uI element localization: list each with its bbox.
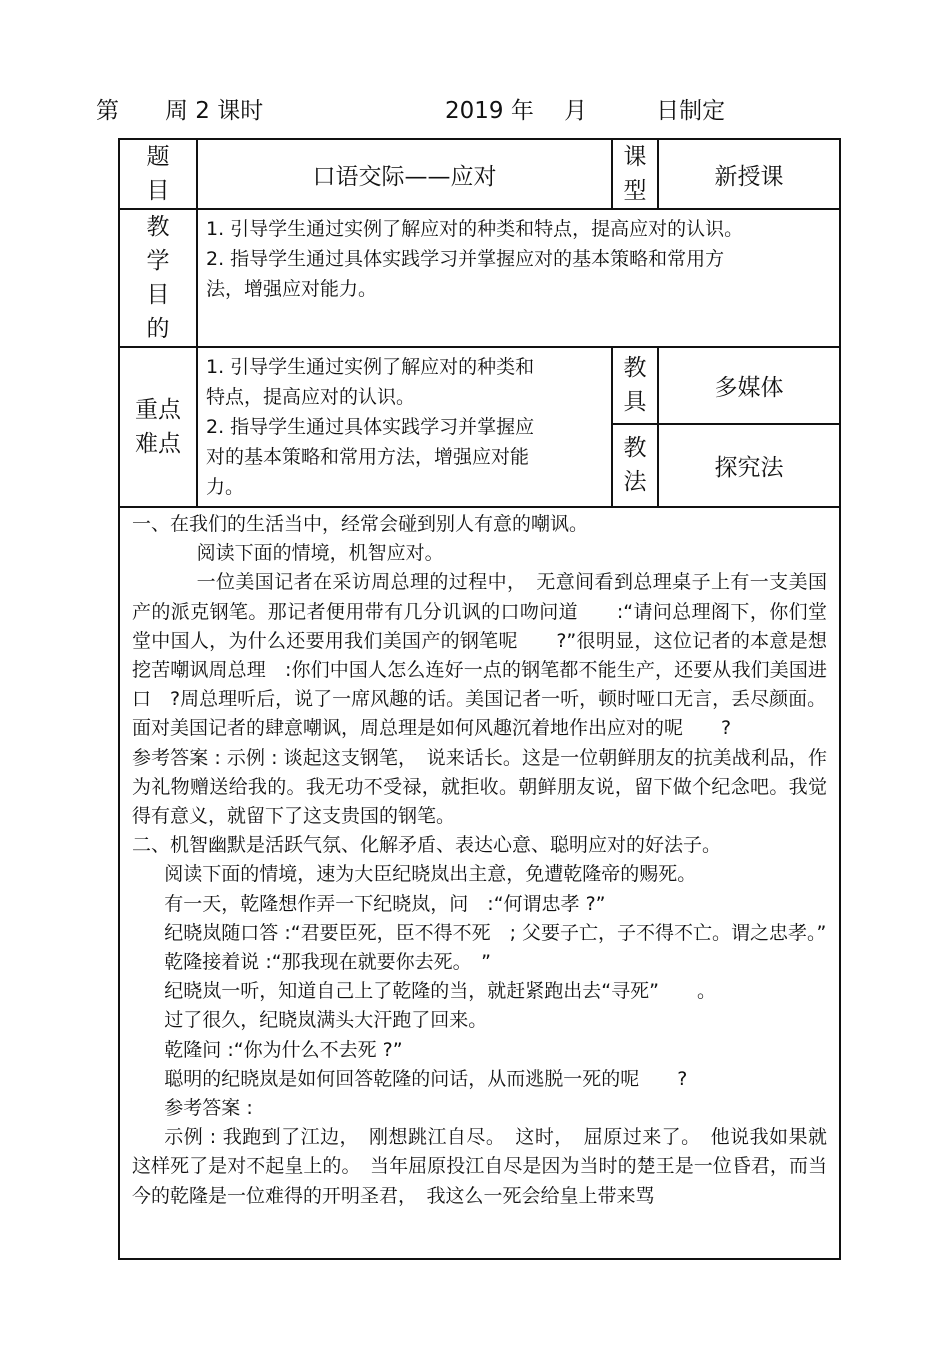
method-label: 教 法 [612, 424, 658, 507]
goals-content [197, 209, 840, 347]
paragraph: 过了很久，纪晓岚满头大汗跑了回来。 [164, 1009, 488, 1032]
method-value: 探究法 [658, 424, 840, 507]
paragraph: 一位美国记者在采访周总理的过程中， 无意间看到总理桌子上有一支美国产的派克钢笔。那记者便用带有几分讥讽的口吻问道 :“请问总理阁下，你们堂堂中国人，为什么还要用我们美国产的钢笔呢 ?”很明显，这位记者的本意是想挖苦嘲讽周总理 :你们中国人怎么连好一点的钢笔都不能生产，还要从我们美国进口 ?周总理听后，说了一席风趣的话。美国记者一听，顿时哑口无言，丢尽颜面。 [132, 571, 827, 711]
answer-label: 参考答案 : [164, 1097, 253, 1120]
paragraph: 纪晓岚一听，知道自己上了乾隆的当，就赶紧跑出去“寻死” 。 [164, 980, 716, 1003]
title-row [119, 139, 840, 209]
key-points-label: 重点 难点 [119, 347, 197, 507]
question: 面对美国记者的肆意嘲讽，周总理是如何风趣沉着地作出应对的呢 ? [132, 717, 732, 740]
key-row-top [119, 347, 840, 424]
section-heading: 二、机智幽默是活跃气氛、化解矛盾、表达心意、聪明应对的好法子。 [132, 834, 722, 857]
goal-item: 2. 指导学生通过具体实践学习并掌握应对的基本策略和常用方 [206, 248, 725, 270]
paragraph: 乾隆接着说 :“那我现在就要你去死。 ” [164, 951, 491, 974]
paragraph: 阅读下面的情境，速为大臣纪晓岚出主意，免遭乾隆帝的赐死。 [164, 863, 697, 886]
answer: 示例 : 我跑到了江边， 刚想跳江自尽。 这时， 屈原过来了。 他说我如果就这样死了是对不起皇上的。 当年屈原投江自尽是因为当时的楚王是一位昏君，而当今的乾隆是一位难得的开明圣君， 我这么一死会给皇上带来骂 [132, 1126, 827, 1207]
paragraph: 纪晓岚随口答 :“君要臣死，臣不得不死 ; 父要子亡，子不得不亡。谓之忠孝。” [164, 921, 827, 944]
date-info: 2019 年 月 日制定 [445, 98, 726, 124]
goals-label: 教 学 目 的 [119, 209, 197, 347]
question: 聪明的纪晓岚是如何回答乾隆的问话，从而逃脱一死的呢 ? [164, 1067, 688, 1090]
lesson-content [119, 507, 840, 1259]
tools-label: 教 具 [612, 347, 658, 424]
week-info: 第 周 2 课时 [96, 98, 264, 124]
goal-item: 法，增强应对能力。 [206, 278, 378, 300]
answer: 参考答案 : 示例 : 谈起这支钢笔， 说来话长。这是一位朝鲜朋友的抗美战利品，作为礼物赠送给我的。我无功不受禄，就拒收。朝鲜朋友说，留下做个纪念吧。我觉得有意义，就留下了这支贵国的钢笔。 [132, 746, 827, 828]
type-label: 课 型 [612, 139, 658, 209]
tools-value: 多媒体 [658, 347, 840, 424]
lesson-plan-table [118, 138, 841, 1260]
section-heading: 一、在我们的生活当中，经常会碰到别人有意的嘲讽。 [132, 513, 589, 535]
key-points-content: 1. 引导学生通过实例了解应对的种类和 特点，提高应对的认识。 2. 指导学生通过具体实践学习并掌握应 对的基本策略和常用方法，增强应对能 力。 [197, 347, 612, 507]
paragraph: 阅读下面的情境，机智应对。 [196, 542, 444, 565]
goal-item: 1. 引导学生通过实例了解应对的种类和特点，提高应对的认识。 [206, 218, 744, 240]
paragraph: 有一天，乾隆想作弄一下纪晓岚，问 :“何谓忠孝 ?” [164, 892, 606, 915]
goals-row [119, 209, 840, 347]
lesson-type: 新授课 [658, 139, 840, 209]
lesson-title: 口语交际——应对 [197, 139, 612, 209]
content-row [119, 507, 840, 1259]
paragraph: 乾隆问 :“你为什么不去死 ?” [164, 1038, 403, 1061]
subject-label: 题 目 [119, 139, 197, 209]
